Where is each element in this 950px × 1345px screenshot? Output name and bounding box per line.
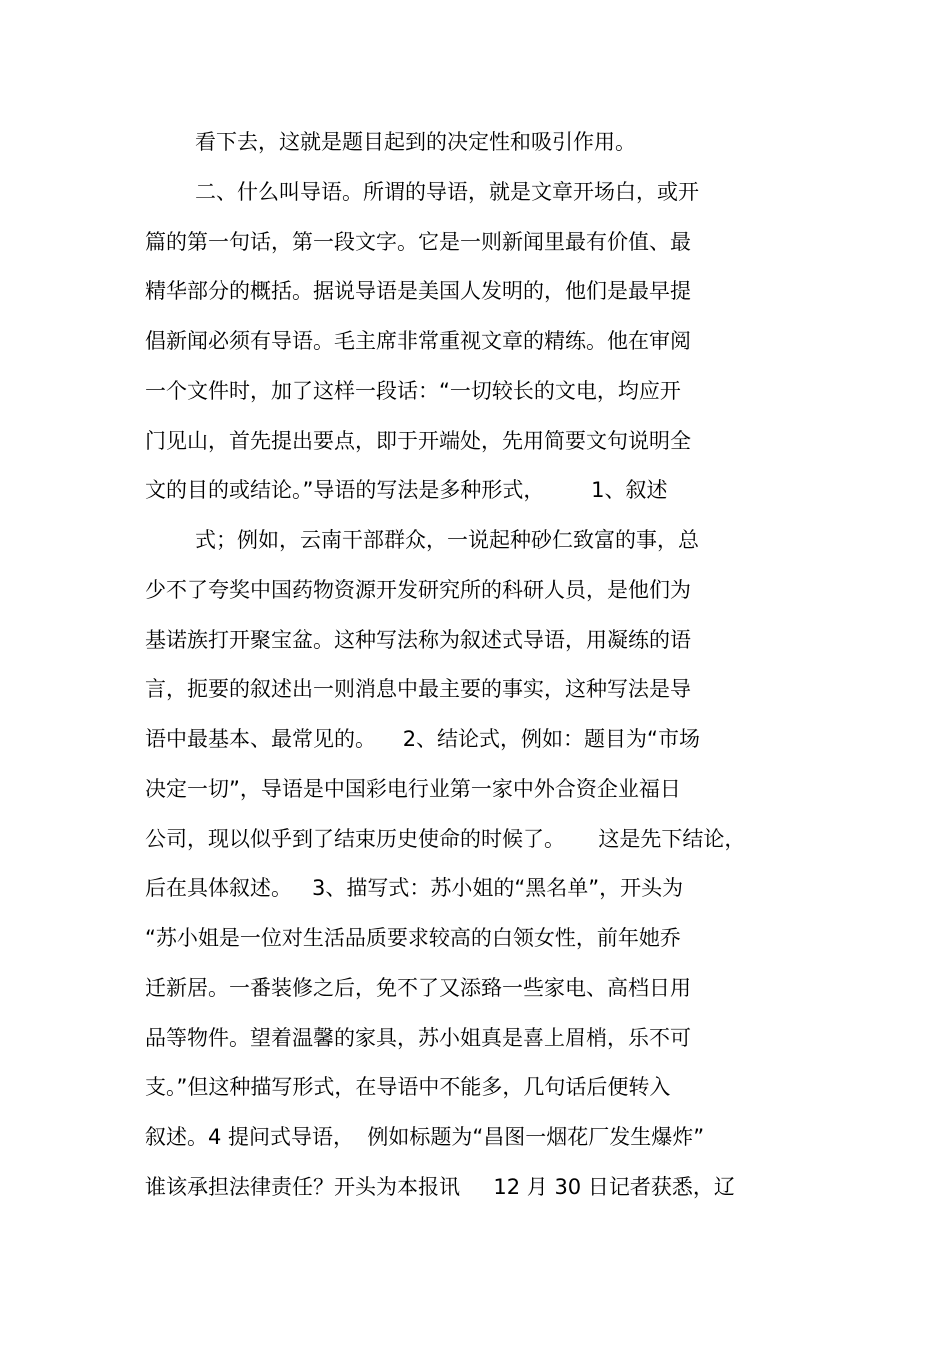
text-line: 言，扼要的叙述出一则消息中最主要的事实，这种写法是导 (145, 677, 691, 701)
text-line: 一个文件时，加了这样一段话：“一切较长的文电，均应开 (145, 379, 681, 403)
text-line: 支。”但这种描写形式，在导语中不能多，几句话后便转入 (145, 1075, 671, 1099)
text-line: 叙述。4 提问式导语， 例如标题为“昌图一烟花厂发生爆炸” (145, 1125, 705, 1149)
text-line: 后在具体叙述。 3、描写式：苏小姐的“黑名单”，开头为 (145, 876, 684, 900)
text-line: 精华部分的概括。据说导语是美国人发明的，他们是最早提 (145, 279, 691, 303)
text-line: 公司，现以似乎到了结束历史使命的时候了。 这是先下结论， (145, 827, 746, 851)
text-line: 迁新居。一番装修之后，免不了又添臵一些家电、高档日用 (145, 976, 691, 1000)
text-line: 少不了夸奖中国药物资源开发研究所的科研人员，是他们为 (145, 578, 691, 602)
text-line: “苏小姐是一位对生活品质要求较高的白领女性，前年她乔 (145, 926, 681, 950)
text-line: 品等物件。望着温馨的家具，苏小姐真是喜上眉梢，乐不可 (145, 1026, 691, 1050)
text-line: 篇的第一句话，第一段文字。它是一则新闻里最有价值、最 (145, 230, 691, 254)
text-line: 决定一切”，导语是中国彩电行业第一家中外合资企业福日 (145, 777, 681, 801)
text-line: 谁该承担法律责任？开头为本报讯 12 月 30 日记者获悉，辽 (145, 1175, 735, 1199)
text-line: 基诺族打开聚宝盆。这种写法称为叙述式导语，用凝练的语 (145, 628, 691, 652)
text-line: 式；例如，云南干部群众，一说起种砂仁致富的事，总 (195, 528, 699, 552)
text-line: 语中最基本、最常见的。 2、结论式，例如：题目为“市场 (145, 727, 700, 751)
text-line: 文的目的或结论。”导语的写法是多种形式， 1、叙述 (145, 478, 668, 502)
text-line: 门见山，首先提出要点，即于开端处，先用简要文句说明全 (145, 429, 691, 453)
text-line: 看下去，这就是题目起到的决定性和吸引作用。 (195, 130, 636, 154)
text-line: 二、什么叫导语。所谓的导语，就是文章开场白，或开 (195, 180, 699, 204)
text-line: 倡新闻必须有导语。毛主席非常重视文章的精练。他在审阅 (145, 329, 691, 353)
